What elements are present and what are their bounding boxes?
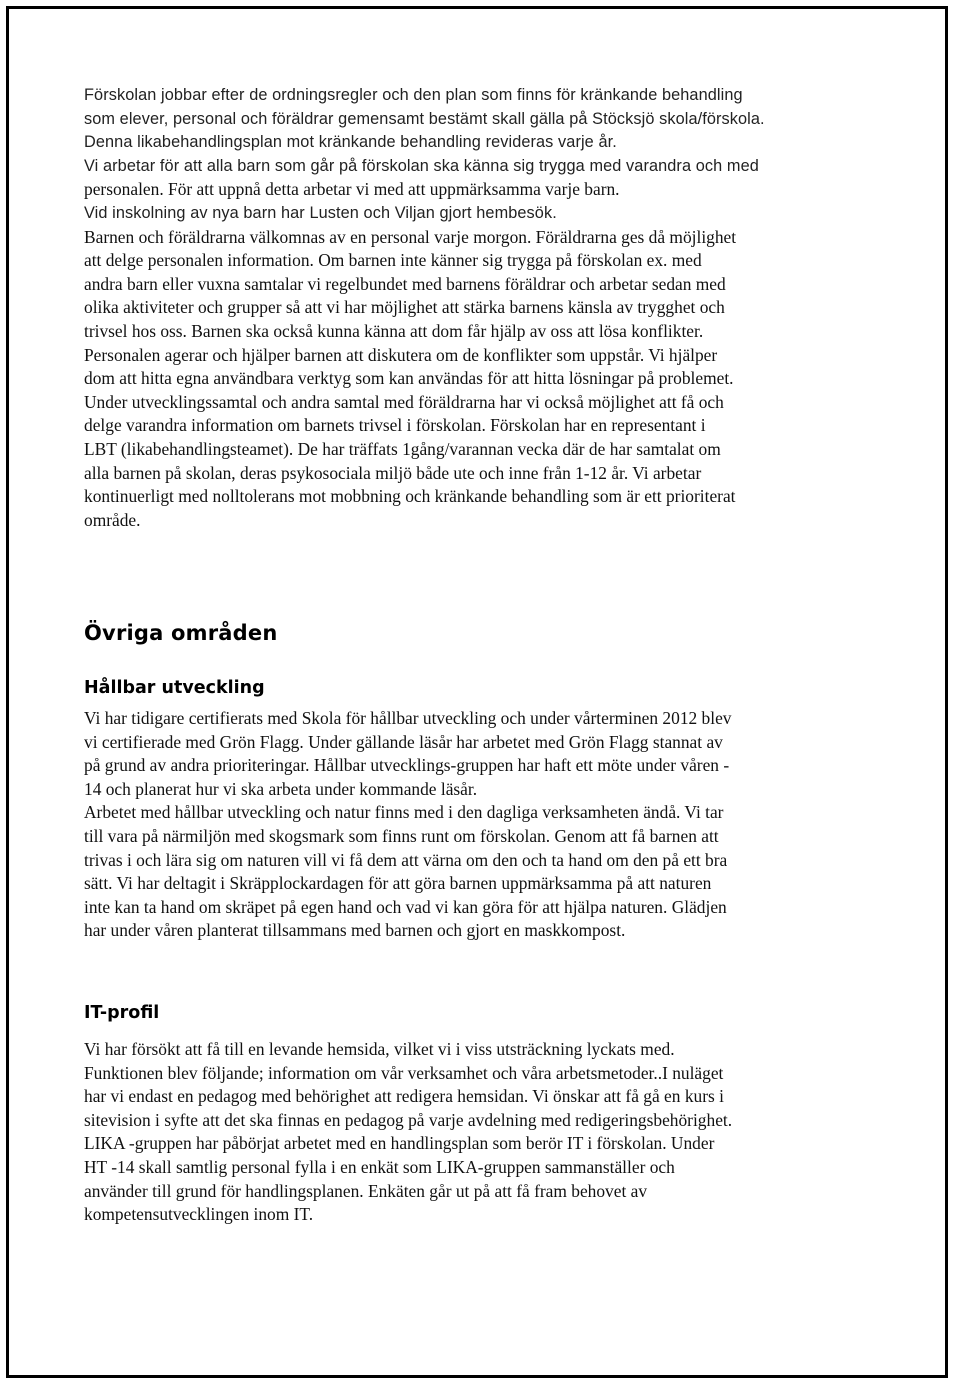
text-line: har under våren planterat tillsammans med barnen och gjort en maskkompost. (84, 920, 626, 941)
text-line: personalen. För att uppnå detta arbetar vi med att uppmärksamma varje barn. (84, 179, 620, 200)
text-line: vi certifierade med Grön Flagg. Under gällande läsår har arbetet med Grön Flagg stannat av (84, 731, 723, 752)
text-line: olika aktiviteter och grupper så att vi har möjlighet att stärka barnens känsla av trygghet och (84, 297, 725, 318)
text-line: på grund av andra prioriteringar. Hållbar utvecklings-gruppen har haft ett möte under våren - (84, 755, 730, 776)
it-profile-heading: IT-profil (84, 1003, 160, 1023)
text-line: HT -14 skall samtlig personal fylla i en enkät som LIKA-gruppen sammanställer och (84, 1156, 675, 1177)
text-line: Vi arbetar för att alla barn som går på förskolan ska känna sig trygga med varandra och med (84, 156, 759, 175)
sustainability-paragraph (84, 707, 884, 943)
text-line: som elever, personal och föräldrar gemensamt bestämt skall gälla på Stöcksjö skola/förskola. (84, 109, 765, 128)
section-title: Övriga områden (84, 621, 278, 645)
text-line: område. (84, 509, 141, 530)
text-line: att delge personalen information. Om barnen inte känner sig trygga på förskolan ex. med (84, 250, 702, 271)
text-line: LIKA -gruppen har påbörjat arbetet med en handlingsplan som berör IT i förskolan. Under (84, 1133, 715, 1154)
text-line: Under utvecklingssamtal och andra samtal med föräldrarna har vi också möjlighet att få och (84, 391, 724, 412)
text-line: till vara på närmiljön med skogsmark som finns runt om förskolan. Genom att få barnen att (84, 825, 719, 846)
text-line: Denna likabehandlingsplan mot kränkande behandling revideras varje år. (84, 133, 617, 152)
text-line: Funktionen blev följande; information om vår verksamhet och våra arbetsmetoder..I nuläget (84, 1062, 724, 1083)
text-line: sätt. Vi har deltagit i Skräpplockardagen för att göra barnen uppmärksamma på att naturen (84, 873, 712, 894)
text-line: kompetensutvecklingen inom IT. (84, 1204, 314, 1225)
text-line: sitevision i syfte att det ska finnas en pedagog på varje avdelning med redigeringsbehörighet. (84, 1109, 733, 1130)
text-line: 14 och planerat hur vi ska arbeta under kommande läsår. (84, 778, 478, 799)
text-line: Vi har tidigare certifierats med Skola för hållbar utveckling och under vårterminen 2012 blev (84, 708, 732, 728)
text-line: Vi har försökt att få till en levande hemsida, vilket vi i viss utsträckning lyckats med. (84, 1039, 675, 1059)
text-line: trivsel hos oss. Barnen ska också kunna känna att dom får hjälp av oss att lösa konflikter. (84, 320, 704, 341)
text-line: trivas i och lära sig om naturen vill vi få dem att värna om den och ta hand om den på ett bra (84, 849, 728, 870)
text-line: Arbetet med hållbar utveckling och natur finns med i den dagliga verksamheten ändå. Vi tar (84, 802, 724, 823)
text-line: Vid inskolning av nya barn har Lusten och Viljan gjort hembesök. (84, 203, 557, 222)
text-line: inte kan ta hand om skräpet på egen hand och vad vi kan göra för att hjälpa naturen. Glädjen (84, 896, 727, 917)
text-line: Förskolan jobbar efter de ordningsregler och den plan som finns för kränkande behandling (84, 86, 743, 104)
text-line: dom att hitta egna användbara verktyg som kan användas för att hitta lösningar på problemet. (84, 368, 734, 389)
text-line: Barnen och föräldrarna välkomnas av en personal varje morgon. Föräldrarna ges då möjlighet (84, 226, 737, 247)
text-line: LBT (likabehandlingsteamet). De har träffats 1gång/varannan vecka där de har samtalat om (84, 438, 721, 459)
sustainability-heading: Hållbar utveckling (84, 678, 265, 698)
text-line: delge varandra information om barnets trivsel i förskolan. Förskolan har en representant i (84, 415, 706, 436)
it-profile-paragraph (84, 1038, 884, 1227)
text-line: andra barn eller vuxna samtalar vi regelbundet med barnens föräldrar och arbetar sedan med (84, 273, 726, 294)
text-line: har vi endast en pedagog med behörighet att redigera hemsidan. Vi önskar att få gå en kurs i (84, 1086, 724, 1107)
intro-paragraph (84, 84, 884, 532)
text-line: alla barnen på skolan, deras psykosociala miljö både ute och inne från 1-12 år. Vi arbetar (84, 462, 702, 483)
text-line: Personalen agerar och hjälper barnen att diskutera om de konflikter som uppstår. Vi hjälper (84, 344, 718, 365)
text-line: kontinuerligt med nolltolerans mot mobbning och kränkande behandling som är ett prioriterat (84, 486, 736, 507)
text-line: använder till grund för handlingsplanen. Enkäten går ut på att få fram behovet av (84, 1180, 648, 1201)
